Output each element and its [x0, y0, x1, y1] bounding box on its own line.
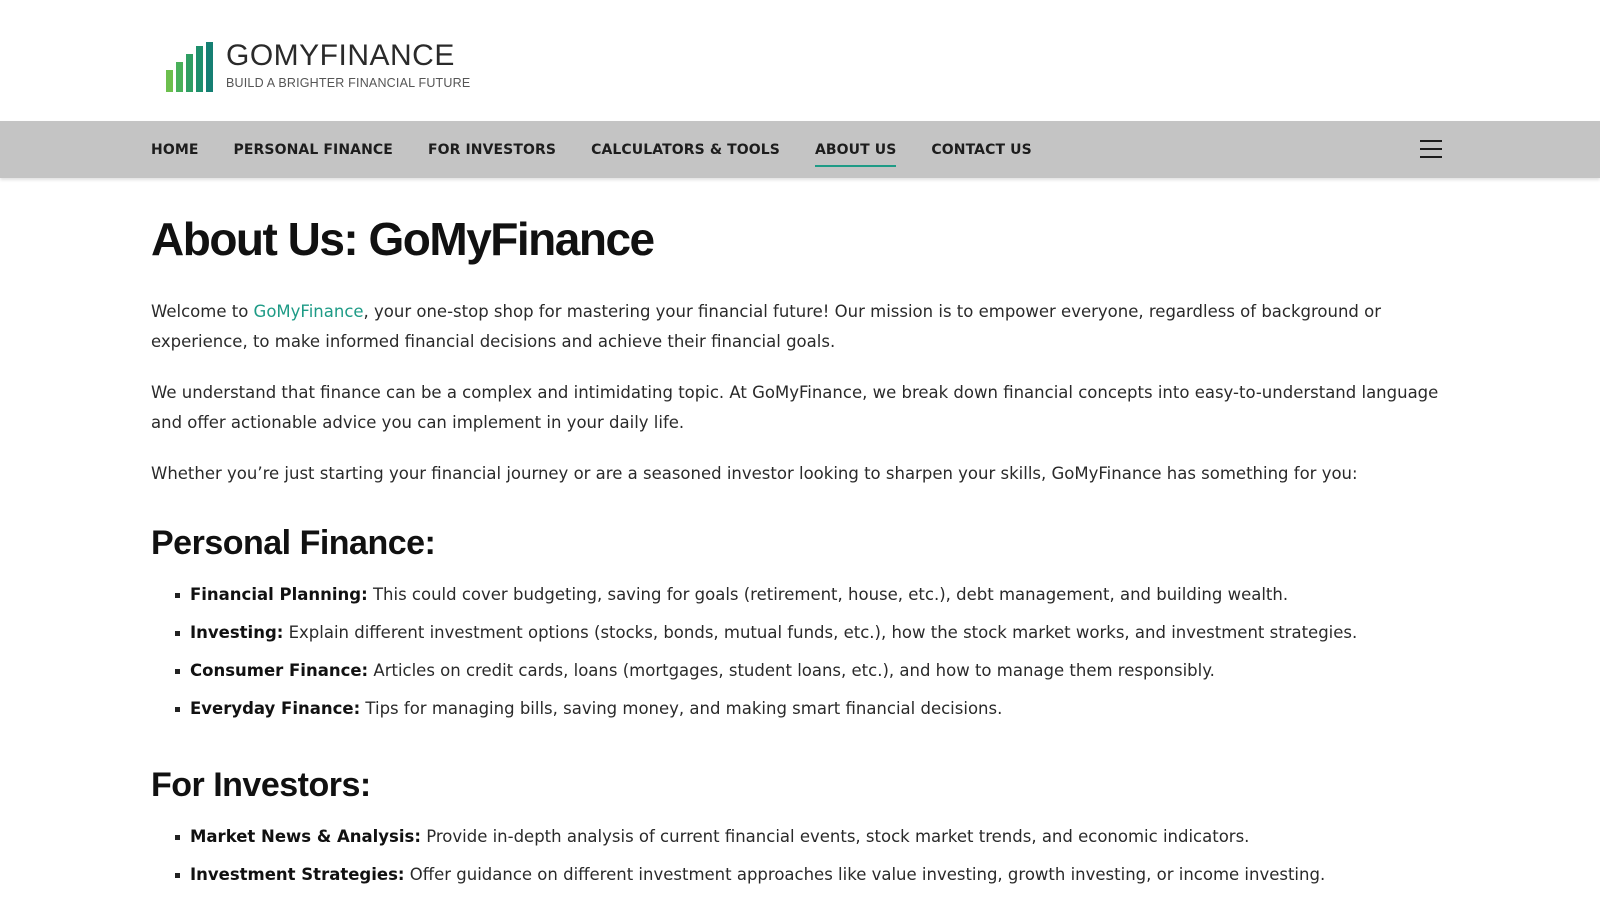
main-nav	[0, 121, 1600, 178]
logo-name: GOMYFINANCE	[226, 39, 455, 72]
list-item	[175, 856, 1451, 894]
paragraph-2: We understand that finance can be a complex and intimidating topic. At GoMyFinance, we break down financial concepts into easy-to-understand language and offer actionable advice you can implement in your daily life.	[151, 383, 1439, 432]
list-item	[175, 690, 1451, 728]
nav-item-for-investors[interactable]: FOR INVESTORS	[427, 141, 557, 158]
personal-finance-list	[151, 576, 1451, 728]
list-item-term: Investing:	[190, 622, 284, 642]
list-item	[175, 652, 1451, 690]
site-logo[interactable]	[166, 40, 470, 92]
nav-item-home[interactable]: HOME	[151, 141, 199, 158]
list-item-text: Tips for managing bills, saving money, and making smart financial decisions.	[360, 698, 1003, 718]
list-item-text: Offer guidance on different investment approaches like value investing, growth investing, or income investing.	[404, 864, 1326, 884]
section-heading-personal-finance: Personal Finance:	[151, 523, 436, 562]
logo-tagline: BUILD A BRIGHTER FINANCIAL FUTURE	[226, 76, 471, 90]
paragraph-3: Whether you’re just starting your financial journey or are a seasoned investor looking to sharpen your skills, GoMyFinance has something for you:	[151, 464, 1358, 483]
nav-item-personal-finance[interactable]: PERSONAL FINANCE	[233, 141, 393, 158]
nav-item-about-us[interactable]: ABOUT US	[814, 141, 897, 158]
list-item-text: Articles on credit cards, loans (mortgages, student loans, etc.), and how to manage them responsibly.	[368, 660, 1215, 680]
list-item	[175, 614, 1451, 652]
hamburger-icon[interactable]	[1420, 140, 1442, 158]
nav-item-contact-us[interactable]: CONTACT US	[931, 141, 1032, 158]
list-item-term: Financial Planning:	[190, 584, 368, 604]
list-item-text: Explain different investment options (stocks, bonds, mutual funds, etc.), how the stock market works, and investment strategies.	[283, 622, 1358, 642]
list-item-text: Provide in-depth analysis of current financial events, stock market trends, and economic indicators.	[420, 826, 1250, 846]
list-item-term: Consumer Finance:	[190, 660, 369, 680]
list-item-term: Investment Strategies:	[190, 864, 405, 884]
list-item	[175, 818, 1451, 856]
intro-suffix: , your one-stop shop for mastering your financial future! Our mission is to empower everyone, regardless of background or experience, to make informed financial decisions and achieve their financial goals.	[151, 302, 1382, 351]
list-item-term: Market News & Analysis:	[190, 826, 421, 846]
intro-paragraph	[151, 297, 1451, 356]
main-content	[151, 178, 1451, 894]
page-title: About Us: GoMyFinance	[151, 213, 654, 265]
logo-text	[226, 40, 470, 90]
list-item	[175, 576, 1451, 614]
list-item-text: This could cover budgeting, saving for goals (retirement, house, etc.), debt management, and building wealth.	[367, 584, 1289, 604]
intro-prefix: Welcome to	[151, 302, 254, 321]
bar-chart-logo-icon	[166, 40, 220, 92]
section-heading-for-investors: For Investors:	[151, 765, 371, 804]
site-header	[0, 0, 1600, 121]
gomyfinance-link[interactable]: GoMyFinance	[253, 302, 364, 321]
nav-list	[151, 121, 1067, 178]
nav-item-calculators-tools[interactable]: CALCULATORS & TOOLS	[591, 141, 780, 158]
for-investors-list	[151, 818, 1451, 894]
list-item-term: Everyday Finance:	[190, 698, 361, 718]
